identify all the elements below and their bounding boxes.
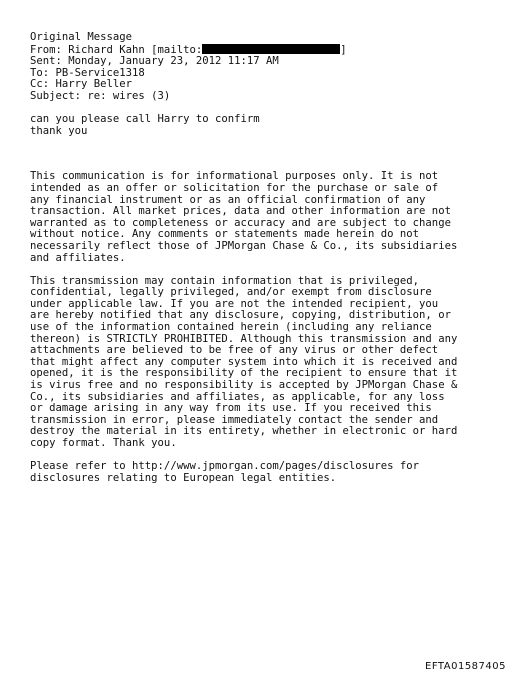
disclaimer-line: necessarily reflect those of JPMorgan Chase & Co., its subsidiaries [30, 239, 458, 252]
disclaimer-line: This transmission may contain information that is privileged, [30, 274, 420, 287]
disclaimer-informational [30, 171, 500, 264]
disclaimer-line: any financial instrument or as an official confirmation of any [30, 193, 426, 206]
disclaimer-line: use of the information contained herein (including any reliance [30, 321, 432, 334]
spacer [30, 137, 500, 171]
disclaimer-line: disclosures relating to European legal entities. [30, 471, 337, 484]
from-suffix: ] [340, 43, 347, 56]
disclaimer-line: copy format. Thank you. [30, 437, 177, 449]
document-id: EFTA01587405 [425, 661, 506, 672]
cc-line: Cc: Harry Beller [30, 78, 133, 91]
sent-line: Sent: Monday, January 23, 2012 11:17 AM [30, 55, 279, 68]
redaction-bar [202, 44, 340, 54]
disclaimer-line: under applicable law. If you are not the intended recipient, you [30, 297, 439, 310]
to-line: To: PB-Service1318 [30, 66, 145, 79]
email-body [30, 114, 500, 137]
disclaimer-line: destroy the material in its entirety, whether in electronic or hard [30, 425, 458, 438]
disclaimer-line: is virus free and no responsibility is accepted by JPMorgan Chase & [30, 379, 458, 392]
disclaimer-line: attachments are believed to be free of any virus or other defect [30, 344, 439, 357]
body-line: can you please call Harry to confirm [30, 113, 260, 126]
disclaimer-line: This communication is for informational purposes only. It is not [30, 170, 439, 183]
body-line: thank you [30, 124, 88, 137]
disclaimer-line: and affiliates. [30, 251, 126, 264]
from-text: From: Richard Kahn [mailto: [30, 43, 203, 56]
email-document [30, 32, 500, 484]
disclaimer-line: transaction. All market prices, data and other information are not [30, 205, 451, 218]
disclaimer-line: or damage arising in any way from its use. If you received this [30, 402, 432, 415]
disclaimer-line: that might affect any computer system into which it is received and [30, 355, 458, 368]
disclaimer-line: are hereby notified that any disclosure, copying, distribution, or [30, 309, 451, 322]
disclaimer-line: Co., its subsidiaries and affiliates, as applicable, for any loss [30, 390, 445, 403]
spacer [30, 264, 500, 276]
disclaimer-european [30, 461, 500, 484]
original-message-label: Original Message [30, 31, 133, 43]
disclaimer-line: intended as an offer or solicitation for the purchase or sale of [30, 181, 439, 194]
disclaimer-line: Please refer to http://www.jpmorgan.com/pages/disclosures for [30, 460, 420, 473]
disclaimer-line: without notice. Any comments or statements made herein do not [30, 228, 420, 241]
disclaimer-line: warranted as to completeness or accuracy and are subject to change [30, 216, 451, 229]
disclaimer-line: thereon) is STRICTLY PROHIBITED. Although this transmission and any [30, 332, 458, 345]
disclaimer-line: transmission in error, please immediately contact the sender and [30, 413, 439, 426]
disclaimer-confidentiality [30, 276, 500, 450]
email-header [30, 32, 500, 103]
disclaimer-line: confidential, legally privileged, and/or exempt from disclosure [30, 286, 432, 299]
subject-line: Subject: re: wires (3) [30, 89, 171, 102]
disclaimer-line: opened, it is the responsibility of the recipient to ensure that it [30, 367, 458, 380]
